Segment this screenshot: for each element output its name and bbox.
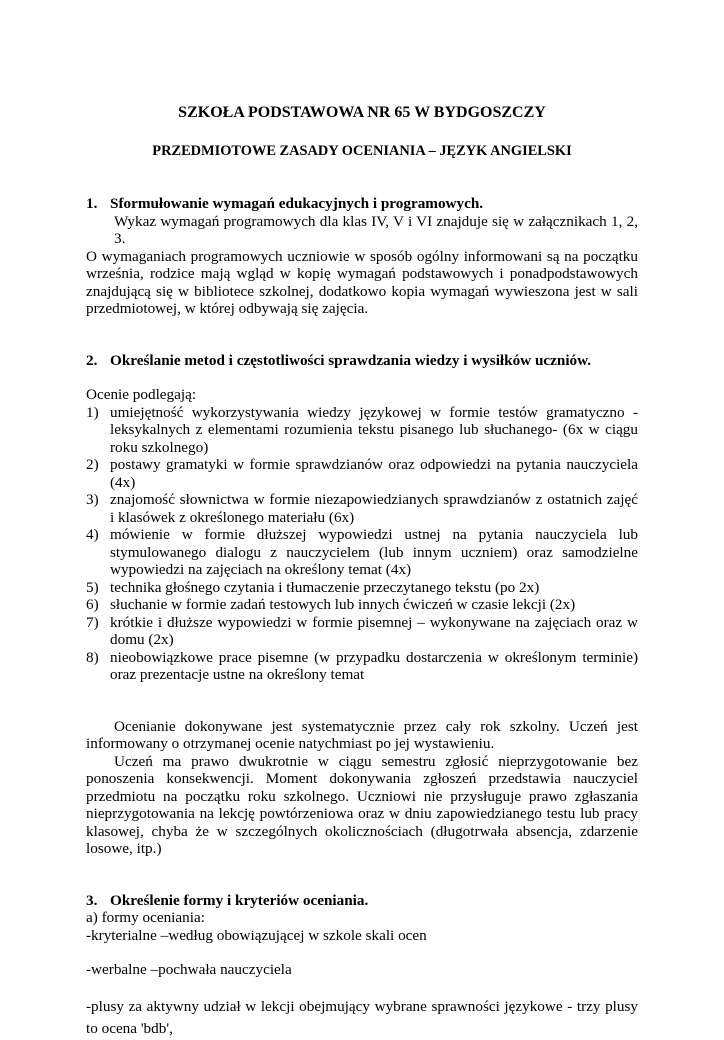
- section-1-paragraph: O wymaganiach programowych uczniowie w sposób ogólny informowani są na początku września, rodzice mają wgląd w kopię wymagań podstawowych i ponadpodstawowych znajdującą się w bibliotece szkolnej, dodatkowo kopia wymagań wywieszona jest w sali przedmiotowej, w której odbywają się zajęcia.: [86, 247, 638, 317]
- list-item: [86, 526, 638, 579]
- list-item: [86, 649, 638, 684]
- section-1-number: 1.: [86, 195, 98, 212]
- section-3-line-2: -werbalne –pochwała nauczyciela: [86, 961, 292, 978]
- list-item: [86, 596, 638, 614]
- section-3-line-3: -plusy za aktywny udział w lekcji obejmujący wybrane sprawności językowe - trzy plusy to ocena 'bdb',: [86, 997, 638, 1037]
- list-item: [86, 404, 638, 457]
- section-2-intro: Ocenie podlegają:: [86, 386, 197, 403]
- list-item-number: 5): [86, 578, 99, 596]
- list-item-number: 7): [86, 613, 99, 631]
- list-item-text: mówienie w formie dłuższej wypowiedzi ustnej na pytania nauczyciela lub stymulowanego dialogu z nauczycielem (lub innym uczniem) oraz samodzielne wypowiedzi na zajęciach na określony temat (4x): [110, 526, 638, 578]
- section-2-heading: [86, 352, 638, 370]
- list-item-text: znajomość słownictwa w formie niezapowiedzianych sprawdzianów z ostatnich zajęć i klasówek z określonego materiału (6x): [110, 491, 638, 526]
- section-1-heading: [86, 195, 638, 213]
- list-item-number: 1): [86, 403, 99, 421]
- section-1-line: Wykaz wymagań programowych dla klas IV, V i VI znajduje się w załącznikach 1, 2, 3.: [114, 212, 638, 247]
- list-item-text: postawy gramatyki w formie sprawdzianów oraz odpowiedzi na pytania nauczyciela (4x): [110, 456, 638, 491]
- list-item-number: 2): [86, 456, 99, 473]
- section-1: [86, 195, 638, 318]
- section-3-subheading: a) formy oceniania:: [86, 909, 205, 926]
- section-1-title: Sformułowanie wymagań edukacyjnych i programowych.: [110, 195, 484, 212]
- section-2-number: 2.: [86, 351, 98, 369]
- list-item-text: krótkie i dłuższe wypowiedzi w formie pisemnej – wykonywane na zajęciach oraz w domu (2x): [110, 613, 638, 648]
- list-item-number: 3): [86, 491, 99, 508]
- list-item-number: 8): [86, 648, 99, 666]
- list-item: [86, 491, 638, 526]
- list-item-number: 6): [86, 596, 99, 613]
- section-2: [86, 352, 638, 858]
- section-3-heading: [86, 892, 638, 910]
- section-2-paragraph-1: Ocenianie dokonywane jest systematycznie przez cały rok szkolny. Uczeń jest informowany o otrzymanej ocenie natychmiast po jej wystawieniu.: [86, 717, 638, 752]
- page-title: SZKOŁA PODSTAWOWA NR 65 W BYDGOSZCZY: [178, 104, 546, 121]
- section-3-number: 3.: [86, 891, 98, 909]
- section-2-title: Określanie metod i częstotliwości sprawdzania wiedzy i wysiłków uczniów.: [110, 351, 592, 369]
- section-3: [86, 892, 638, 1040]
- section-2-paragraph-2: Uczeń ma prawo dwukrotnie w ciągu semestru zgłosić nieprzygotowanie bez ponoszenia konsekwencji. Moment dokonywania zgłoszeń przedstawia nauczyciel przedmiotu na początku roku szkolnego. Uczniowi nie przysługuje prawo zgłaszania nieprzygotowania na lekcję powtórzeniowa oraz w dniu zapowiedzianego testu lub pracy klasowej, chyba że w szczególnych okolicznościach (długotrwała absencja, zdarzenie losowe, itp.): [86, 752, 638, 857]
- section-3-line-1: -kryterialne –według obowiązującej w szkole skali ocen: [86, 926, 427, 944]
- page-subtitle: PRZEDMIOTOWE ZASADY OCENIANIA – JĘZYK ANGIELSKI: [152, 142, 572, 159]
- list-item-text: słuchanie w formie zadań testowych lub innych ćwiczeń w czasie lekcji (2x): [110, 596, 576, 613]
- list-item-text: nieobowiązkowe prace pisemne (w przypadku dostarczenia w określonym terminie) oraz prezentacje ustne na określony temat: [110, 648, 638, 683]
- list-item-number: 4): [86, 526, 99, 543]
- list-item-text: technika głośnego czytania i tłumaczenie przeczytanego tekstu (po 2x): [110, 578, 540, 596]
- assessment-list: [86, 404, 638, 684]
- list-item: [86, 614, 638, 649]
- section-3-title: Określenie formy i kryteriów oceniania.: [110, 891, 369, 909]
- list-item: [86, 456, 638, 491]
- list-item-text: umiejętność wykorzystywania wiedzy językowej w formie testów gramatyczno - leksykalnych z elementami rozumienia tekstu pisanego lub słuchanego- (6x w ciągu roku szkolnego): [110, 403, 638, 456]
- list-item: [86, 579, 638, 597]
